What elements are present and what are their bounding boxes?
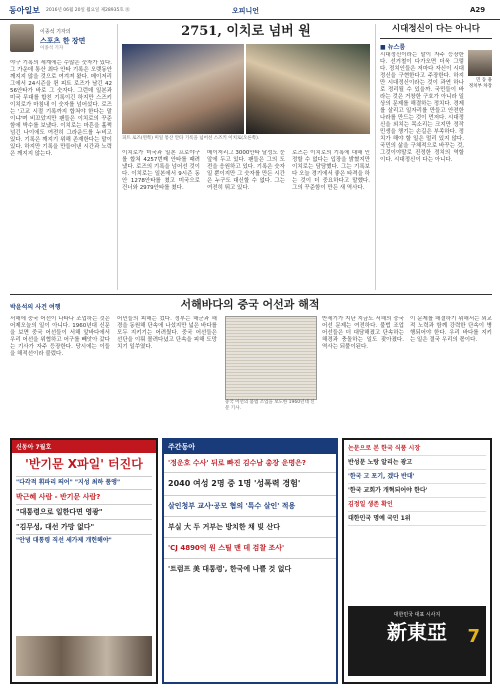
monthly-brand xyxy=(12,440,156,453)
brand-month: 7 xyxy=(467,626,480,647)
brand-items xyxy=(344,440,490,528)
monthly-photo-strip xyxy=(16,636,152,676)
feature-body-col-1: 이치로가 미국과 일본 프로야구를 합쳐 4257번째 안타를 때려냈다. 로즈의 기록을 넘어선 것이다. 이치로는 일본에서 9시즌 동안 1278안타를 쳤고 미국으로 건너와 2979안타를 쳤다. xyxy=(122,150,200,191)
newsroom-subtitle: 뉴스룸 xyxy=(387,44,406,51)
weekly-headline-1: '정운호 수사' 뒤로 빠진 김수남 총장 운명은? xyxy=(164,454,336,473)
newsroom-label xyxy=(380,42,405,51)
columnist-byline: 민 동 용 정치부 차장 xyxy=(468,78,492,89)
column-body: 야구 기록의 세계에는 수많은 숫자가 있다. 그 가운데 통산 최다 안타 기록은 오랫동안 깨지지 않을 것으로 여겨져 왔다. 메이저리그에서 24시즌을 뛴 피트 로즈가 남긴 4256안타가 바로 그 숫자다. 그런데 일본과 미국 무대를 합친 기록이긴 하지만 스즈키 이치로가 마침내 이 숫자를 넘어섰다. 로즈는 '고교 시절 기록까지 합쳐야 한다는 말이냐'며 비꼬았지만 팬들은 이치로의 꾸준함에 박수를 보냈다. 이치로는 마흔을 훌쩍 넘긴 나이에도 여전히 그라운드를 누비고 있다. 기록은 깨지기 위해 존재한다는 말이 있다. 하지만 기록을 만들어낸 시간과 노력은 깨지지 않는다. xyxy=(10,60,112,157)
weekly-magazine-ad[interactable] xyxy=(162,438,338,684)
section-rule xyxy=(10,294,492,295)
column-title: 스포츠 한 장면 xyxy=(40,37,86,45)
brand-item: 반성문 노랑 알리는 광고 xyxy=(348,456,486,470)
pete-rose-photo xyxy=(122,44,244,134)
sports-column xyxy=(10,24,112,290)
feature-body-col-2: 메이저리그 3000안타 달성도 눈앞에 두고 있다. 팬들은 그의 도전을 응원하고 있다. 기록은 숫자일 뿐이지만 그 숫자를 만든 시간은 누구도 대신할 수 없다. 그는 여전히 뛰고 있다. xyxy=(207,150,285,191)
clipping-caption: 중국 어선의 불법 조업을 보도한 1960년대 신문 기사. xyxy=(225,400,315,411)
feature-headline: 2751, 이치로 넘버 원 xyxy=(181,24,311,39)
brand-banner xyxy=(348,606,486,676)
brand-item: 김정일 생존 확인 xyxy=(348,498,486,512)
photo-caption: 피트 로즈(왼쪽) 미일 통산 안타 기록을 넘어선 스즈키 이치로(오른쪽). xyxy=(122,136,260,141)
monthly-magazine-ad[interactable] xyxy=(10,438,158,684)
column-byline: 이종석 기자 xyxy=(40,46,64,51)
column-divider-right xyxy=(375,24,376,290)
page-number: A29 xyxy=(470,6,486,14)
history-body-col-3: 반세기가 지난 지금도 서해의 중국 어선 문제는 여전하다. 불법 조업 어선들은 더 대담해졌고 단속하는 해경과 충돌하는 일도 잦아졌다. 역사는 되풀이된다. xyxy=(322,316,404,350)
history-body-col-4: 이 문제를 해결하기 위해서는 외교적 노력과 함께 강력한 단속이 병행되어야 한다. 우리 바다를 지키는 일은 결국 우리의 몫이다. xyxy=(410,316,492,343)
weekly-headline-2: 2040 여성 2명 중 1명 '성폭력 경험' xyxy=(164,473,336,496)
monthly-headline: '반기문 X파일' 터진다 xyxy=(25,457,143,471)
brand-item: '한국 고 포기, 겠다 반대' xyxy=(348,470,486,484)
history-body-col-2: 어민들의 피해는 컸다. 정부는 해군과 해경을 동원해 단속에 나섰지만 넓은 바다를 모두 지키기는 어려웠다. 중국 어선들은 선단을 이뤄 몰려다녔고 단속을 피해 도망치기 일쑤였다. xyxy=(117,316,217,350)
section-name: 오피니언 xyxy=(232,7,260,15)
masthead xyxy=(0,0,500,20)
monthly-item: "대통령으로 일한다면 영광" xyxy=(16,504,152,519)
monthly-item: "안녕 대통령 직선 세가제 개헌해야" xyxy=(16,534,152,547)
history-kicker: 박윤석의 사건 여행 xyxy=(10,304,61,311)
monthly-brand-name: 신동아 xyxy=(16,444,34,451)
history-article xyxy=(10,298,492,434)
newsroom-title: 시대정신이 다는 아니다 xyxy=(391,24,481,34)
weekly-brand: 주간동아 xyxy=(164,440,336,454)
brand-item: '한국 교회가 개혁되어야 한다' xyxy=(348,484,486,498)
monthly-issue: 7월호 xyxy=(35,444,52,451)
weekly-headline-3: 살인청부 교사·공모 혐의 '특수 살인' 적용 xyxy=(164,496,336,517)
newspaper-logo: 동아일보 xyxy=(9,5,40,15)
newsroom-rule xyxy=(380,38,492,39)
photo-feature xyxy=(122,22,370,290)
brand-subtitle: 대한민국 대표 시사지 xyxy=(393,612,441,618)
columnist-photo xyxy=(468,50,492,76)
newspaper-clipping xyxy=(225,316,317,400)
issue-date: 2016년 06월 20일 월요일 제28935호 ㊌ xyxy=(46,8,130,13)
newsroom-icon: ■ xyxy=(380,44,388,51)
column-divider-left xyxy=(117,24,118,290)
weekly-headline-4: 부실 大 두 거부는 방치한 채 빚 산다 xyxy=(164,517,336,538)
brand-title: 新東亞 xyxy=(387,620,447,644)
weekly-headline-6: '트럼프 美 대통령', 한국에 나쁠 것 없다 xyxy=(168,565,292,573)
brand-item: 대한민국 명예 국민 1위 xyxy=(348,512,486,526)
feature-body-col-3: 로즈는 이치로의 기록에 대해 인정할 수 없다는 입장을 밝혔지만 이치로는 담담했다. 그는 기록보다 오늘 경기에서 좋은 타격을 하는 것이 더 중요하다고 말했다. 그의 꾸준함이 만든 새 역사다. xyxy=(292,150,370,191)
newsroom-body: 시대정신이라는 말이 자주 등장한다. 선거철이 다가오면 더욱 그렇다. 정치인들은 저마다 자신이 시대정신을 구현한다고 주장한다. 하지만 시대정신이라는 것이 과연 하나로 정리될 수 있을까. 국민들이 바라는 것은 거창한 구호가 아니라 일상의 문제를 해결하는 정치다. 경제를 살리고 일자리를 만들고 안전한 나라를 만드는 것이 먼저다. 시대정신을 외치는 목소리는 크지만 정작 민생을 챙기는 손길은 부족하다. 정치가 해야 할 일은 멀리 있지 않다. 국민의 삶을 구체적으로 바꾸는 것, 그것이야말로 진정한 정치의 역할이다. 시대정신이 다는 아니다. xyxy=(380,52,464,163)
history-headline: 서해바다의 중국 어선과 해적 xyxy=(180,298,320,311)
newsroom-column xyxy=(380,24,492,290)
brand-magazine-ad[interactable] xyxy=(342,438,492,684)
monthly-items xyxy=(12,476,156,547)
reporter-photo xyxy=(10,24,34,52)
monthly-item: 박근혜 사람 - 반기문 사람? xyxy=(16,489,152,504)
history-body-col-1: 서해에 중국 어선이 나타나 조업하는 것은 어제오늘의 일이 아니다. 1960년대 신문을 보면 중국 어선들이 서해 앞바다에서 우리 어선을 위협하고 어구를 빼앗아 갔다는 기사가 자주 등장한다. 당시에는 이들을 해적선이라 불렀다. xyxy=(10,316,110,357)
monthly-item: "다각적 휘파리 띄어" "지성 최하 품앵" xyxy=(16,476,152,489)
brand-item: 논문으로 본 한국 식품 시장 xyxy=(348,442,486,456)
weekly-headline-5: 'CJ 4890억 원 스틸 맨 데 검찰 조사' xyxy=(164,538,336,559)
ichiro-photo xyxy=(246,44,370,134)
monthly-item: "김무성, 대선 가망 없다" xyxy=(16,519,152,534)
column-kicker: 이종석 기자의 xyxy=(40,29,71,35)
